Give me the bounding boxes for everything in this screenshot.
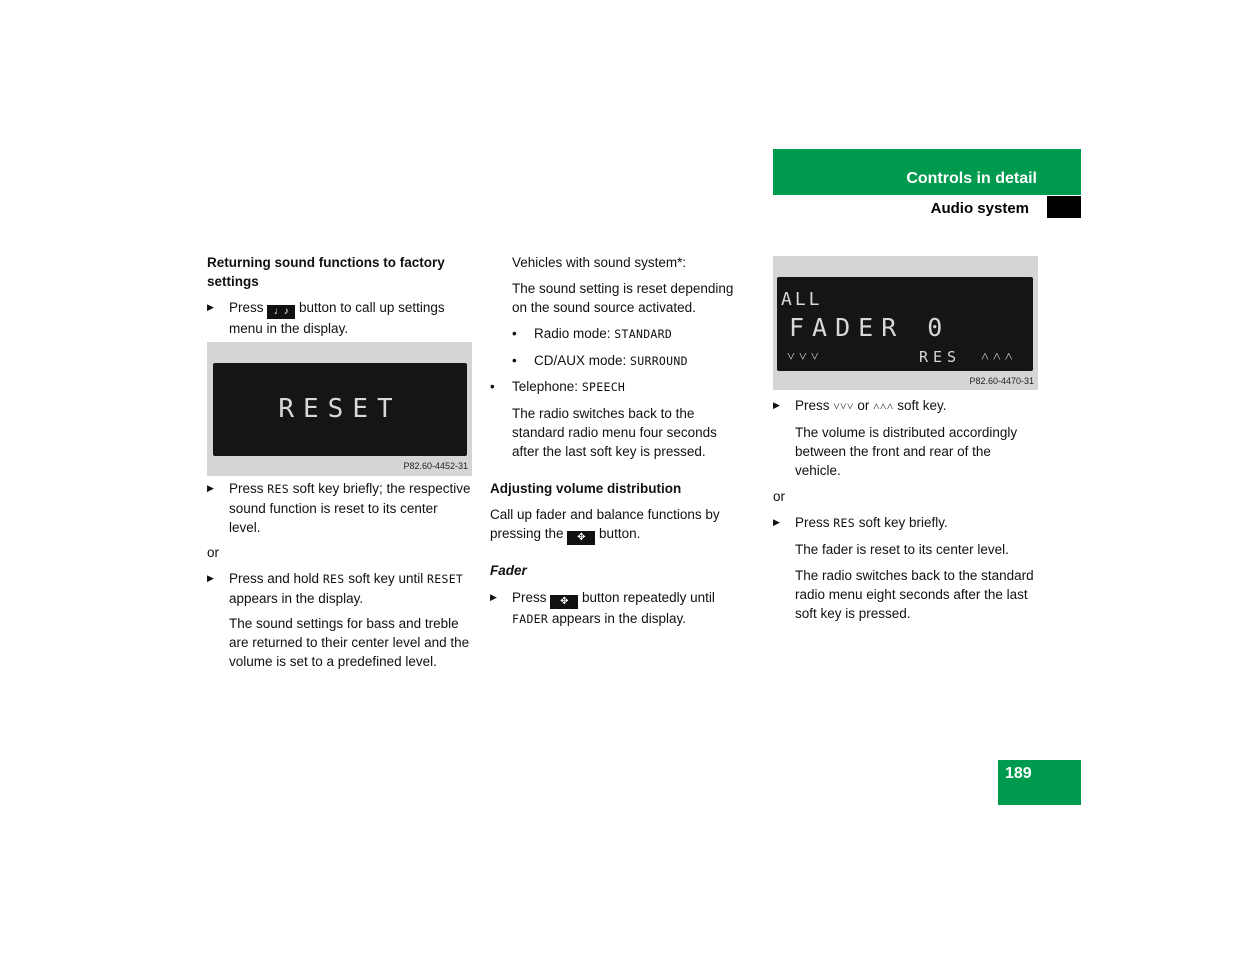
radio-switch-note: The radio switches back to the standard radio menu four seconds after the last soft key is pressed.: [512, 406, 717, 459]
settings-key-icon: ♩♪: [267, 305, 295, 319]
sound-system-intro: Vehicles with sound system*:: [512, 255, 687, 270]
page-number: 189: [1005, 765, 1032, 782]
display-down-keys: ˅˅˅: [787, 349, 823, 365]
display-res: RES: [919, 348, 962, 366]
display-reset-text: RESET: [278, 394, 402, 424]
header-marker: [1047, 196, 1081, 218]
step-res-fader: ▶ Press RES soft key briefly.: [773, 515, 948, 530]
fader-intro: Call up fader and balance functions by pressing the ✥ button.: [490, 507, 720, 543]
sound-system-intro2: The sound setting is reset depending on the sound source activated.: [512, 281, 734, 315]
reset-note: The sound settings for bass and treble are returned to their center level and the volume is set to a predefined level.: [229, 616, 470, 669]
step-res-brief: ▶ Press RES soft key briefly; the respective sound function is reset to its center level.: [207, 481, 471, 535]
display-all: ALL: [781, 289, 823, 310]
step-call-settings: ▶ Press ♩♪ button to call up settings menu in the display.: [207, 300, 445, 336]
bullet-triangle-icon: ▶: [490, 592, 497, 602]
display-up-keys: ˄˄˄: [981, 349, 1017, 365]
step-res-hold: ▶ Press and hold RES soft key until RESET appears in the display.: [207, 571, 464, 606]
display-fader: FADER 0: [789, 313, 951, 342]
reset-heading: Returning sound functions to factory settings: [207, 255, 445, 289]
joystick-icon: ✥: [550, 595, 578, 609]
radio-switch-note-8s: The radio switches back to the standard radio menu eight seconds after the last soft key is pressed.: [795, 568, 1034, 621]
figure-ref: P82.60-4452-31: [403, 461, 468, 471]
reset-display-figure: [207, 342, 472, 476]
fader-reset-note: The fader is reset to its center level.: [795, 542, 1009, 557]
step-press-arrows: ▶ Press ˅˅˅ or ˄˄˄ soft key.: [773, 398, 947, 413]
joystick-icon: ✥: [567, 531, 595, 545]
section-subtitle: Audio system: [930, 200, 1029, 217]
step-fader: ▶ Press ✥ button repeatedly until FADER appears in the display.: [490, 590, 715, 626]
bullet-triangle-icon: ▶: [207, 483, 214, 493]
bullet-triangle-icon: ▶: [207, 302, 214, 312]
fader-subhead: Fader: [490, 563, 527, 578]
or-text: or: [207, 545, 220, 560]
or-text: or: [773, 489, 786, 504]
bullet-triangle-icon: ▶: [207, 573, 214, 583]
section-title: Controls in detail: [906, 170, 1037, 187]
volume-note: The volume is distributed accordingly between the front and rear of the vehicle.: [795, 425, 1018, 478]
volume-heading: Adjusting volume distribution: [490, 481, 682, 496]
bullet-triangle-icon: ▶: [773, 517, 780, 527]
bullet-triangle-icon: ▶: [773, 400, 780, 410]
fader-display-figure: [773, 256, 1038, 390]
figure-ref: P82.60-4470-31: [969, 376, 1034, 386]
header-bar: [773, 149, 1081, 195]
page-number-box: [998, 760, 1081, 805]
